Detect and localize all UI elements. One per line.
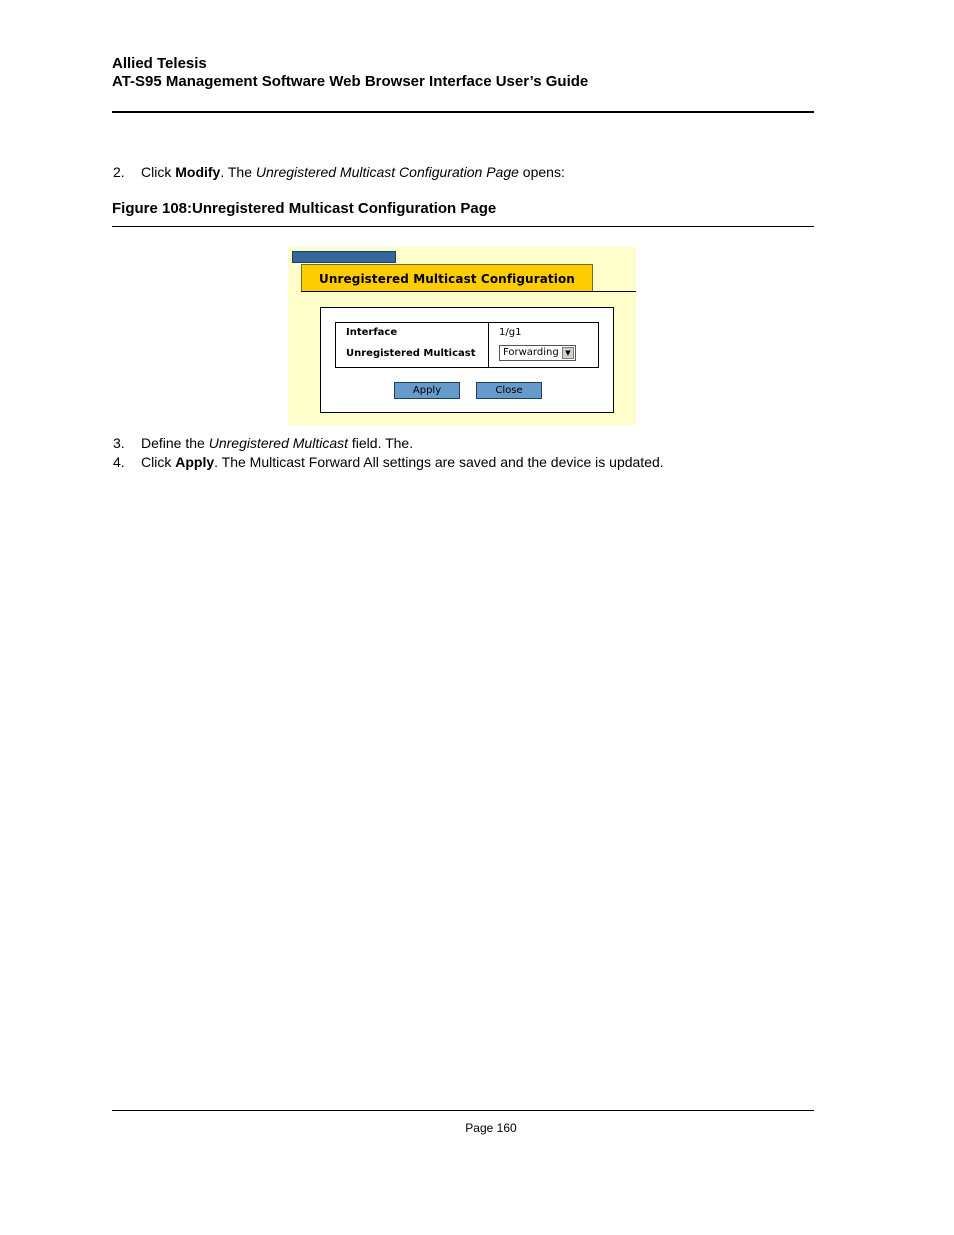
interface-label: Interface bbox=[346, 327, 398, 338]
step-2-part: Click bbox=[141, 164, 176, 180]
close-button[interactable]: Close bbox=[476, 382, 542, 399]
figure-screenshot bbox=[288, 247, 636, 425]
header-rule bbox=[112, 111, 814, 113]
select-value: Forwarding bbox=[503, 347, 559, 358]
step-3-field-name: Unregistered Multicast bbox=[208, 435, 348, 451]
apply-button[interactable]: Apply bbox=[394, 382, 460, 399]
step-3-part: field. The. bbox=[348, 435, 414, 451]
tab-underline bbox=[301, 291, 636, 292]
footer-rule bbox=[112, 1110, 814, 1111]
guide-title: AT-S95 Management Software Web Browser Interface User’s Guide bbox=[112, 73, 589, 90]
step-2-part: . The bbox=[220, 164, 256, 180]
step-4-part: Click bbox=[141, 454, 176, 470]
form-table bbox=[335, 322, 599, 368]
config-panel bbox=[320, 307, 614, 413]
interface-value: 1/g1 bbox=[499, 327, 522, 338]
unregistered-multicast-label: Unregistered Multicast bbox=[346, 348, 476, 359]
unregistered-multicast-select[interactable] bbox=[499, 345, 576, 361]
step-2-part: opens: bbox=[518, 164, 565, 180]
step-4-text bbox=[141, 454, 664, 471]
step-2-text bbox=[141, 164, 565, 181]
chevron-down-icon[interactable]: ▼ bbox=[562, 347, 574, 359]
step-4-apply: Apply bbox=[175, 454, 215, 470]
step-2-modify: Modify bbox=[175, 164, 221, 180]
step-2-page-name: Unregistered Multicast Configuration Page bbox=[255, 164, 519, 180]
step-3-number: 3. bbox=[113, 435, 125, 451]
step-4-part: . The Multicast Forward All settings are saved and the device is updated. bbox=[214, 454, 664, 470]
step-3-part: Define the bbox=[141, 435, 209, 451]
step-3-text bbox=[141, 435, 413, 452]
step-4-number: 4. bbox=[113, 454, 125, 470]
figure-caption: Figure 108:Unregistered Multicast Configuration Page bbox=[112, 200, 497, 217]
column-divider bbox=[488, 323, 489, 367]
page-number: Page 160 bbox=[465, 1121, 517, 1135]
blue-tab bbox=[292, 251, 396, 263]
step-2-number: 2. bbox=[113, 164, 125, 180]
company-name: Allied Telesis bbox=[112, 55, 207, 72]
figure-rule bbox=[112, 226, 814, 227]
config-tab-title: Unregistered Multicast Configuration bbox=[301, 264, 593, 292]
